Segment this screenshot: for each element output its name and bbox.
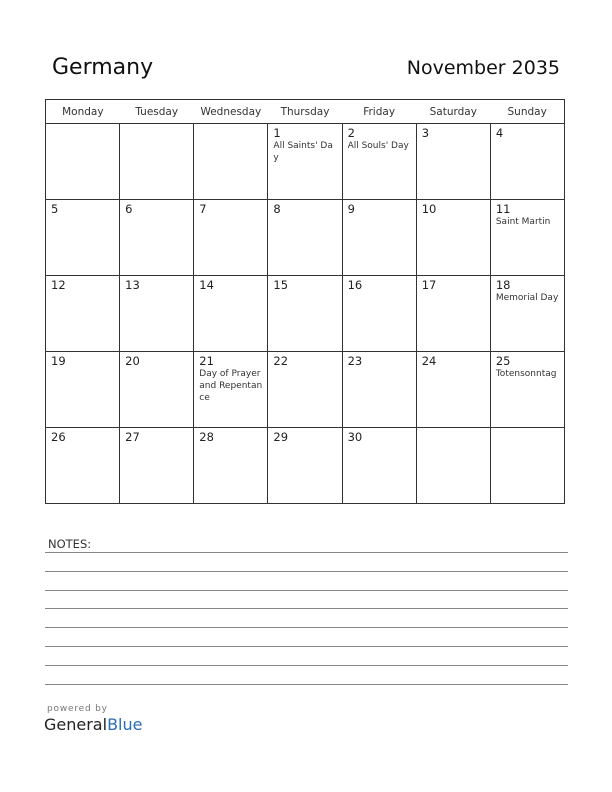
day-cell [342,428,416,504]
day-number: 18 [495,278,511,292]
day-number: 9 [347,202,355,216]
weekday-header: Thursday [268,100,342,124]
brand-logo [44,704,142,734]
day-cell [194,200,268,276]
day-cell [46,200,120,276]
day-cell [120,124,194,200]
day-number: 16 [347,278,363,292]
day-cell [342,124,416,200]
day-cell [490,124,564,200]
day-cell [490,200,564,276]
month-year-title: November 2035 [406,57,560,79]
brand-name-first: General [44,715,108,734]
day-number: 29 [273,430,289,444]
day-number: 17 [421,278,437,292]
day-cell [46,428,120,504]
day-cell [268,352,342,428]
day-number: 3 [421,126,430,140]
holiday-label: Totensonntag [495,369,557,379]
note-line [45,608,568,609]
weekday-header: Monday [46,100,120,124]
note-line [45,646,568,647]
holiday-label: Day of Prayer and Repentance [199,369,263,403]
holiday-label: All Souls' Day [347,141,409,151]
day-number: 27 [125,430,140,444]
day-number: 4 [495,126,504,140]
day-cell [120,428,194,504]
day-number: 23 [347,354,363,368]
day-number: 15 [273,278,289,292]
day-number: 28 [199,430,214,444]
day-number: 8 [273,202,281,216]
holiday-label: Saint Martin [495,217,551,227]
weekday-header: Wednesday [194,100,268,124]
day-cell [194,276,268,352]
day-number: 20 [125,354,140,368]
note-line [45,684,568,685]
day-number: 22 [273,354,289,368]
day-number: 12 [51,278,66,292]
weekday-header: Friday [342,100,416,124]
day-cell [416,124,490,200]
day-number: 30 [347,430,363,444]
holiday-label: All Saints' Day [273,141,333,163]
day-cell [342,200,416,276]
day-number: 11 [495,202,511,216]
note-line [45,665,568,666]
brand-name-second: Blue [107,715,143,734]
note-line [45,590,568,591]
country-title: Germany [52,55,154,80]
day-number: 1 [273,126,281,140]
day-number: 25 [495,354,511,368]
day-cell [416,276,490,352]
day-number: 10 [421,202,437,216]
day-cell [194,352,268,428]
day-cell [268,200,342,276]
weekday-header: Tuesday [120,100,194,124]
day-number: 13 [125,278,140,292]
day-cell [490,276,564,352]
note-line [45,627,568,628]
day-number: 6 [125,202,133,216]
day-number: 21 [199,354,214,368]
note-line [45,552,568,553]
day-number: 19 [51,354,66,368]
holiday-label: Memorial Day [495,293,559,303]
day-cell [342,352,416,428]
day-cell [268,276,342,352]
day-cell [416,200,490,276]
day-cell [342,276,416,352]
weekday-header-row [46,100,565,124]
day-number: 26 [51,430,66,444]
day-cell [120,200,194,276]
day-cell [120,276,194,352]
week-row [46,428,565,504]
day-cell [416,352,490,428]
notes-label: NOTES: [48,537,92,551]
day-cell [416,428,490,504]
day-cell [490,428,564,504]
calendar-grid [45,99,565,504]
weekday-header: Saturday [416,100,490,124]
day-number: 24 [421,354,437,368]
week-row [46,276,565,352]
brand-name [44,715,142,734]
day-number: 2 [347,126,355,140]
day-cell [268,124,342,200]
day-number: 7 [199,202,207,216]
day-number: 5 [51,202,59,216]
week-row [46,352,565,428]
weekday-header: Sunday [490,100,564,124]
powered-by-text: powered by [47,704,108,714]
day-number: 14 [199,278,214,292]
day-cell [120,352,194,428]
day-cell [46,352,120,428]
day-cell [46,124,120,200]
week-row [46,124,565,200]
day-cell [46,276,120,352]
day-cell [268,428,342,504]
week-row [46,200,565,276]
day-cell [490,352,564,428]
day-cell [194,124,268,200]
note-line [45,571,568,572]
day-cell [194,428,268,504]
